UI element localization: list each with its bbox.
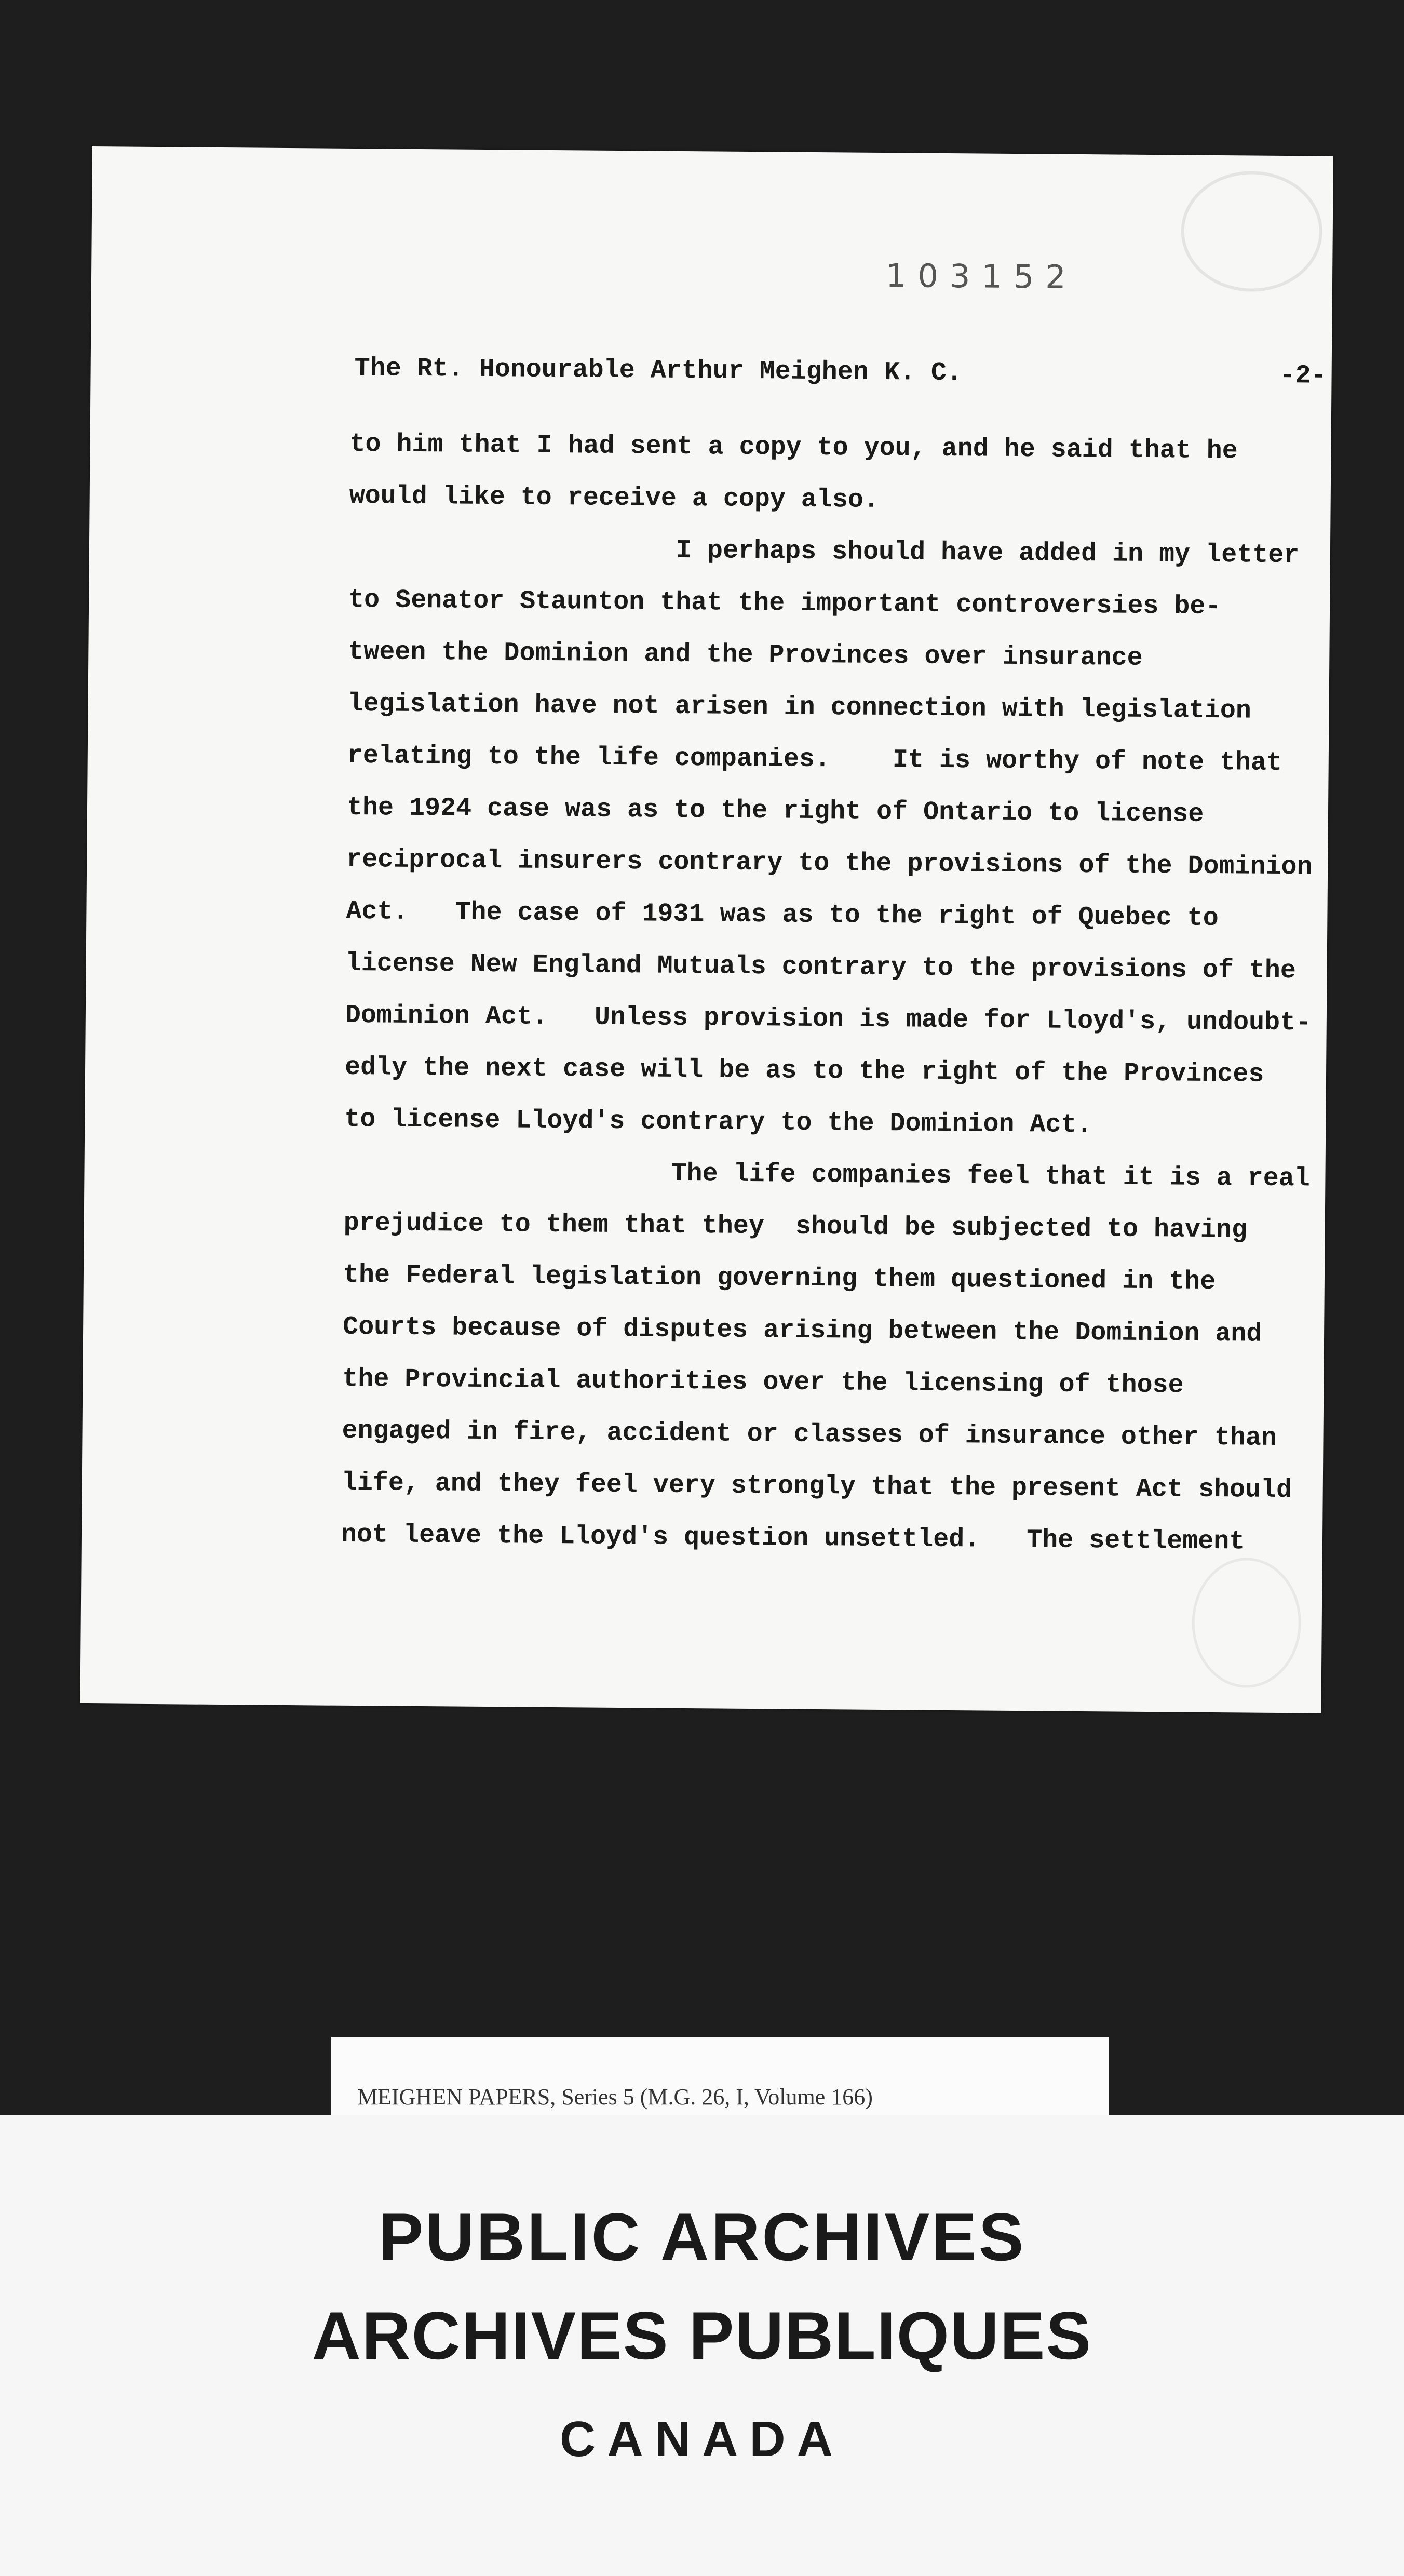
letter-line: I perhaps should have added in my letter xyxy=(348,533,1300,571)
letter-line: tween the Dominion and the Provinces over insurance xyxy=(348,637,1143,673)
document-number: 103152 xyxy=(885,257,1078,296)
letter-header xyxy=(354,353,1327,391)
letter-line: engaged in fire, accident or classes of insurance other than xyxy=(342,1416,1277,1453)
letter-line: reciprocal insurers contrary to the provisions of the Dominion xyxy=(346,844,1313,882)
letter-line: Dominion Act. Unless provision is made for Lloyd's, undoubt- xyxy=(345,1000,1312,1038)
letter-line: The life companies feel that it is a real xyxy=(344,1156,1310,1194)
letter-line: to license Lloyd's contrary to the Dominion Act. xyxy=(344,1104,1092,1141)
letter-line: Courts because of disputes arising between the Dominion and xyxy=(342,1312,1262,1349)
letter-line: Act. The case of 1931 was as to the right of Quebec to xyxy=(346,896,1219,934)
letter-line: to him that I had sent a copy to you, and he said that he xyxy=(349,429,1238,466)
addressee: The Rt. Honourable Arthur Meighen K. C. xyxy=(354,353,963,388)
archives-country: CANADA xyxy=(560,2411,844,2467)
letter-line: edly the next case will be as to the right of the Provinces xyxy=(344,1052,1264,1090)
letter-line: not leave the Lloyd's question unsettled. The settlement xyxy=(341,1520,1245,1557)
letter-line: the 1924 case was as to the right of Ontario to license xyxy=(346,793,1204,829)
letter-line: relating to the life companies. It is worthy of note that xyxy=(347,741,1282,779)
letter-line: prejudice to them that they should be subjected to having xyxy=(343,1208,1248,1245)
archives-card xyxy=(0,2115,1404,2576)
letter-line: license New England Mutuals contrary to the provisions of the xyxy=(345,948,1297,986)
archives-title-english: PUBLIC ARCHIVES xyxy=(378,2199,1026,2275)
archive-stamp-icon xyxy=(1181,170,1323,292)
page-number: -2- xyxy=(1279,360,1327,391)
letter-line: the Provincial authorities over the licensing of those xyxy=(342,1364,1184,1401)
reference-label xyxy=(331,2037,1109,2115)
archive-stamp-icon xyxy=(1192,1558,1302,1688)
letter-line: the Federal legislation governing them questioned in the xyxy=(343,1260,1216,1297)
letter-page xyxy=(80,146,1333,1713)
reference-label-text: MEIGHEN PAPERS, Series 5 (M.G. 26, I, Volume 166) xyxy=(357,2084,873,2110)
letter-line: to Senator Staunton that the important controversies be- xyxy=(348,585,1221,622)
letter-body xyxy=(341,419,1316,1569)
letter-line: would like to receive a copy also. xyxy=(349,481,880,515)
letter-line: legislation have not arisen in connection with legislation xyxy=(347,689,1252,726)
archives-title-french: ARCHIVES PUBLIQUES xyxy=(312,2298,1092,2373)
letter-line: life, and they feel very strongly that the present Act should xyxy=(341,1468,1292,1506)
